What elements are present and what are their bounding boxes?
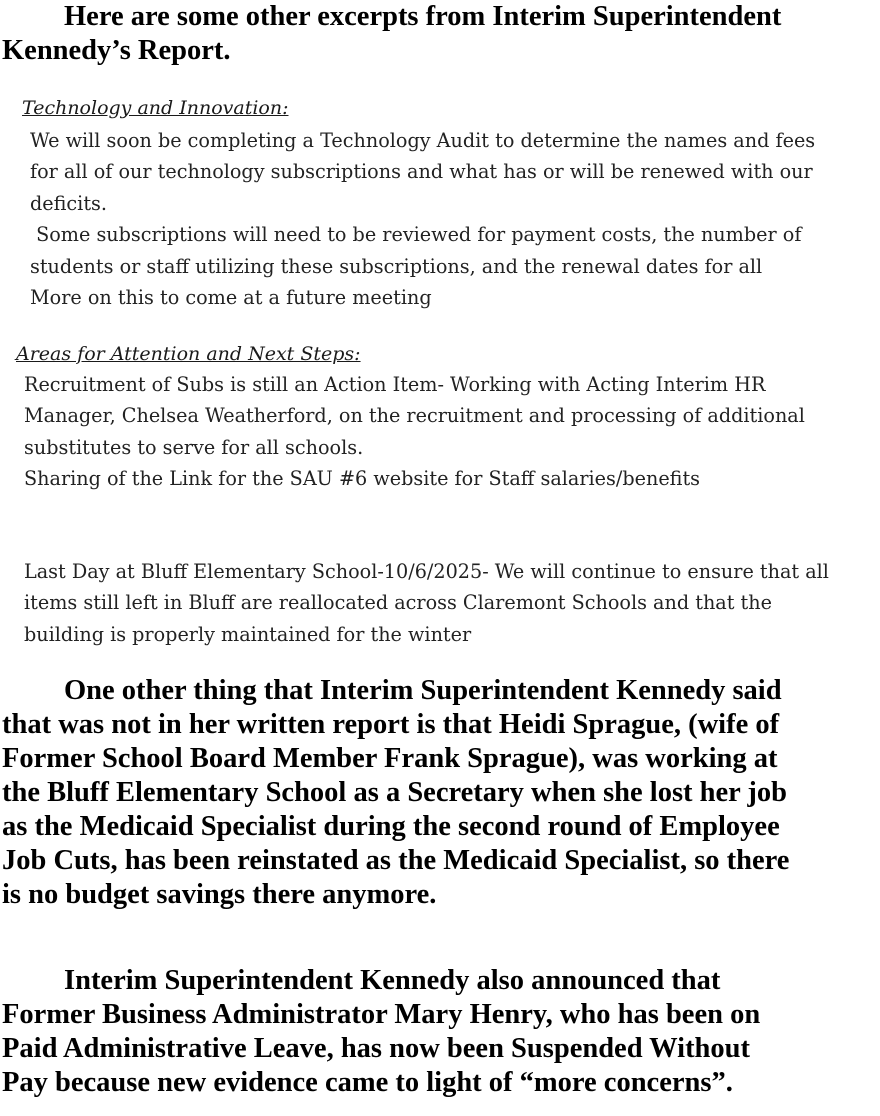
intro-line-2: Kennedy’s Report. bbox=[2, 35, 231, 66]
technology-heading: Technology and Innovation: bbox=[22, 97, 289, 119]
technology-line: More on this to come at a future meeting bbox=[30, 286, 432, 310]
paragraph1-line: as the Medicaid Specialist during the second round of Employee bbox=[2, 811, 780, 842]
attention-excerpt bbox=[24, 369, 805, 495]
attention-heading: Areas for Attention and Next Steps: bbox=[16, 343, 361, 365]
technology-line: deficits. bbox=[30, 191, 107, 215]
intro-line-1: Here are some other excerpts from Interim Superintendent bbox=[64, 1, 782, 32]
technology-line: We will soon be completing a Technology Audit to determine the names and fees bbox=[30, 129, 816, 152]
paragraph1-line: Job Cuts, has been reinstated as the Medicaid Specialist, so there bbox=[2, 845, 790, 876]
paragraph2-line: Pay because new evidence came to light of “more concerns”. bbox=[2, 1067, 733, 1098]
paragraph1-line: the Bluff Elementary School as a Secretary when she lost her job bbox=[2, 777, 788, 808]
bluff-excerpt bbox=[24, 556, 829, 650]
paragraph2-line: Former Business Administrator Mary Henry, who has been on bbox=[2, 999, 761, 1030]
attention-line: substitutes to serve for all schools. bbox=[24, 435, 364, 459]
paragraph1-line: is no budget savings there anymore. bbox=[2, 879, 437, 910]
attention-line: Manager, Chelsea Weatherford, on the recruitment and processing of additional bbox=[24, 404, 805, 428]
bluff-line: items still left in Bluff are reallocated across Claremont Schools and that the bbox=[24, 591, 772, 615]
paragraph2-line: Interim Superintendent Kennedy also announced that bbox=[64, 965, 721, 996]
body-paragraph-1 bbox=[2, 674, 878, 912]
bluff-line: Last Day at Bluff Elementary School-10/6/2025- We will continue to ensure that all bbox=[24, 560, 829, 583]
attention-line: Recruitment of Subs is still an Action Item- Working with Acting Interim HR bbox=[24, 373, 766, 396]
paragraph1-line: that was not in her written report is that Heidi Sprague, (wife of bbox=[2, 709, 780, 740]
technology-line: students or staff utilizing these subscriptions, and the renewal dates for all bbox=[30, 254, 763, 278]
bluff-line: building is properly maintained for the winter bbox=[24, 622, 472, 646]
technology-line: for all of our technology subscriptions and what has or will be renewed with our bbox=[30, 160, 813, 184]
intro-paragraph bbox=[2, 0, 878, 68]
body-paragraph-2 bbox=[2, 964, 878, 1100]
technology-excerpt bbox=[30, 125, 815, 313]
technology-line: Some subscriptions will need to be reviewed for payment costs, the number of bbox=[30, 223, 802, 247]
paragraph2-line: Paid Administrative Leave, has now been Suspended Without bbox=[2, 1033, 750, 1064]
paragraph1-line: One other thing that Interim Superintendent Kennedy said bbox=[64, 675, 782, 706]
attention-line: Sharing of the Link for the SAU #6 website for Staff salaries/benefits bbox=[24, 467, 701, 491]
paragraph1-line: Former School Board Member Frank Sprague), was working at bbox=[2, 743, 778, 774]
